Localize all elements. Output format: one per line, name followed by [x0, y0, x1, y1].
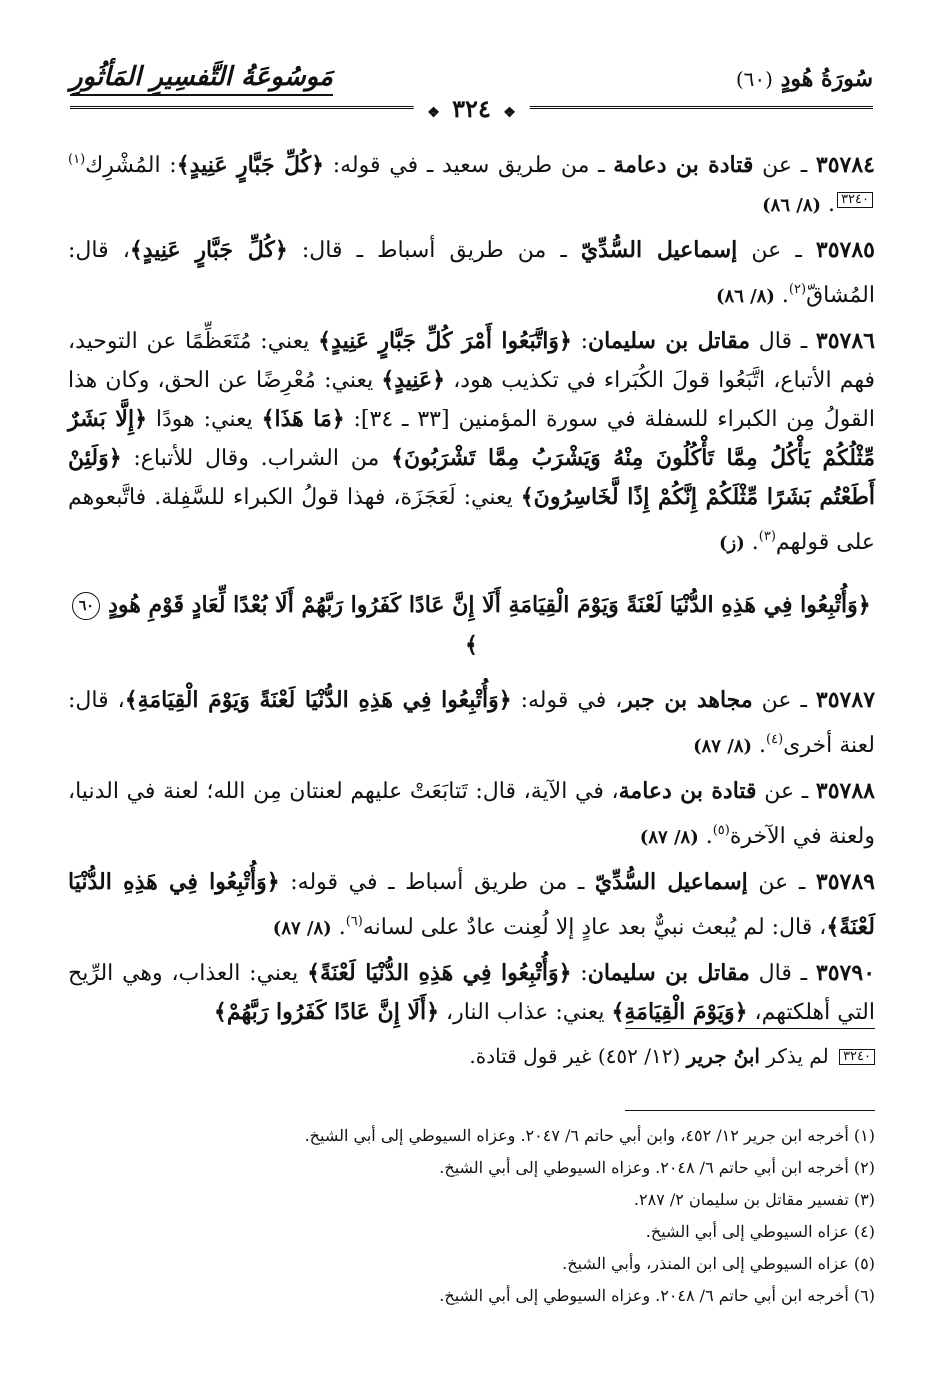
narrator-name: مقاتل بن سليمان: [587, 960, 750, 986]
entry-text: من الشراب. وقال للأتباع:: [121, 446, 392, 471]
main-text: [68, 140, 875, 1038]
entry-35788: [68, 772, 875, 857]
entry-35787: [68, 681, 875, 766]
entry-35784: [68, 140, 875, 225]
footnote-ref[interactable]: (٤): [766, 732, 784, 747]
footnote-3: (٣) تفسير مقاتل بن سليمان ٢/ ٢٨٧.: [633, 1190, 875, 1209]
book-title: [70, 62, 333, 96]
entry-text: ـ من طريق أسباط ـ في قوله:: [279, 870, 595, 895]
entry-text: ، قال: المُشاقّ: [68, 238, 875, 308]
entry-text: ، في الآية، قال: تَتابَعَتْ عليهم لعنتان مِن الله؛ لعنة في الدنيا، ولعنة في الآخرة: [68, 779, 875, 849]
verse-heading: [68, 585, 875, 665]
quran-quote: ﴿إِلَّا بَشَرٌ مِّثْلُكُمْ يَأْكُلُ مِمَّا تَأْكُلُونَ مِنْهُ وَيَشْرَبُ مِمَّا تَشْرَبُونَ﴾: [68, 406, 875, 471]
narrator-name: قتادة بن دعامة: [613, 152, 754, 178]
surah-name: سُورَةُ هُودٍ: [780, 66, 873, 92]
entry-text: ـ عن: [756, 779, 816, 804]
footnote-ref[interactable]: (٦): [345, 914, 363, 929]
verse-text: ﴿وَأُتْبِعُوا فِي هَذِهِ الدُّنْيَا لَعْنَةً وَيَوْمَ الْقِيَامَةِ أَلَا إِنَّ عَادًا كَفَرُوا رَبَّهُمْ أَلَا بُعْدًا لِّعَادٍ قَوْمِ هُودٍ: [108, 592, 871, 618]
entry-text: ـ قال: [750, 329, 816, 354]
footnote-2: (٢) أخرجه ابن أبي حاتم ٦/ ٢٠٤٨. وعزاه السيوطي إلى أبي الشيخ.: [439, 1158, 875, 1177]
footnote-1: (١) أخرجه ابن جرير ١٢/ ٤٥٢، وابن أبي حاتم ٦/ ٢٠٤٧. وعزاه السيوطي إلى أبي الشيخ.: [304, 1126, 875, 1145]
ornament-icon: ❖: [503, 105, 516, 121]
entry-text: .: [744, 530, 759, 555]
volume-ref: (٨/ ٨٧): [272, 918, 332, 939]
entry-text: ، في قوله:: [511, 688, 623, 713]
entry-number: ٣٥٧٨٩: [815, 869, 875, 895]
volume-ref: (٨/ ٨٧): [639, 827, 699, 848]
narrator-name: قتادة بن دعامة: [618, 778, 757, 804]
note-text: لم يذكر: [759, 1044, 836, 1068]
note-number-box: ٣٢٤٠: [839, 1049, 875, 1065]
page-header: [70, 62, 873, 124]
entry-text: يعني: العذاب، وهي الرِّيح التي أهلكتهم،: [68, 961, 875, 1025]
entry-text: ـ من طريق سعيد ـ في قوله:: [323, 153, 614, 178]
entry-number: ٣٥٧٨٧: [815, 687, 876, 713]
quran-quote: ﴿مَا هَذَا﴾: [261, 406, 345, 432]
quran-quote: ﴿أَلَا إِنَّ عَادًا كَفَرُوا رَبَّهُمْ﴾: [213, 999, 440, 1025]
entry-text: يعني: مُعْرِضًا عن الحق، وكان هذا القولُ مِن الكبراء للسفلة في سورة المؤمنين [٣٣ ـ ٣٤]:: [68, 368, 876, 432]
note-name: ابنُ جرير: [686, 1044, 760, 1068]
verse-close: ﴾: [465, 632, 478, 658]
quran-quote: ﴿كُلِّ جَبَّارٍ عَنِيدٍ﴾: [176, 152, 324, 178]
volume-ref: (٨/ ٨٦): [716, 286, 775, 307]
note-ref-box[interactable]: ٣٢٤٠: [837, 192, 873, 208]
entry-35790: [68, 954, 875, 1032]
entry-number: ٣٥٧٨٦: [815, 328, 875, 354]
entry-text: يعني: هودًا: [146, 407, 262, 432]
entry-text: :: [571, 329, 589, 354]
note-text: (١٢/ ٤٥٢) غير قول قتادة.: [469, 1044, 687, 1068]
entry-text: .: [774, 283, 789, 308]
footnote-ref[interactable]: (٣): [758, 529, 776, 544]
entry-text: يعني: لَعَجَزَة، فهذا قولُ الكبراء للسَّفِلة. فاتَّبعوهم على قولهم: [68, 485, 875, 555]
entry-text: يعني: عذاب النار،: [439, 1000, 612, 1025]
narrator-name: مقاتل بن سليمان: [588, 328, 751, 354]
entry-text: ـ عن: [752, 688, 816, 713]
surah-number: (٦٠): [735, 67, 773, 91]
book-name: مَوسُوعَةُ التَّفسِيرِ المَأثُورِ: [70, 62, 333, 92]
ayah-number-icon: ٦٠: [72, 592, 100, 620]
surah-title: [736, 66, 873, 92]
entry-text: يعني: مُتَعَظِّمًا عن التوحيد، فهم الأتباع، اتَّبَعُوا قولَ الكُبَراء في تكذيب هود،: [68, 329, 876, 393]
quran-quote: ﴿وَأُتْبِعُوا فِي هَذِهِ الدُّنْيَا لَعْنَةً وَيَوْمَ الْقِيَامَةِ﴾: [124, 687, 512, 713]
entry-text: .: [752, 733, 767, 758]
entry-text: .: [331, 915, 346, 940]
quran-quote: ﴿وَلَئِنْ أَطَعْتُم بَشَرًا مِّثْلَكُمْ إِنَّكُمْ إِذًا لَّخَاسِرُونَ﴾: [68, 445, 875, 510]
footnote-ref[interactable]: (١): [68, 152, 86, 167]
entry-text: ـ عن: [747, 870, 816, 895]
footnotes: [68, 1120, 875, 1312]
quran-quote: ﴿وَأُتْبِعُوا فِي هَذِهِ الدُّنْيَا لَعْنَةً﴾: [307, 960, 572, 986]
entry-text: ـ قال: [749, 961, 816, 986]
entry-35786: [68, 322, 875, 563]
book-title-underline: [70, 94, 333, 96]
footnote-4: (٤) عزاه السيوطي إلى أبي الشيخ.: [645, 1222, 875, 1241]
ornament-icon: ❖: [427, 105, 440, 121]
entry-text: :: [571, 961, 588, 986]
entry-text: : المُشْرِك: [85, 153, 177, 178]
quran-quote: ﴿وَاتَّبَعُوا أَمْرَ كُلِّ جَبَّارٍ عَنِيدٍ﴾: [318, 328, 572, 354]
footnote-6: (٦) أخرجه ابن أبي حاتم ٦/ ٢٠٤٨. وعزاه السيوطي إلى أبي الشيخ.: [439, 1286, 875, 1305]
source-tag: (ز): [719, 533, 745, 554]
quran-quote: ﴿عَنِيدٍ﴾: [381, 367, 446, 393]
page-number: [413, 94, 530, 123]
entry-number: ٣٥٧٨٨: [815, 778, 875, 804]
footnote-divider: [625, 1110, 875, 1111]
entry-number: ٣٥٧٨٥: [815, 237, 875, 263]
quran-quote: ﴿وَأُتْبِعُوا فِي هَذِهِ الدُّنْيَا لَعْنَةً﴾: [68, 869, 875, 940]
footnote-ref[interactable]: (٢): [788, 282, 807, 297]
entry-text: .: [821, 192, 836, 217]
entry-text: ـ عن: [753, 153, 816, 178]
narrator-name: مجاهد بن جبر: [622, 687, 753, 713]
entry-text: ـ عن: [737, 238, 816, 263]
entry-text: ، قال: لم يُبعث نبيٌّ بعد عادٍ إلا لُعِنت عادٌ على لسانه: [362, 915, 827, 940]
entry-text: ـ من طريق أسباط ـ قال:: [287, 238, 581, 263]
footnote-ref[interactable]: (٥): [712, 823, 730, 838]
quran-quote: ﴿وَيَوْمَ الْقِيَامَةِ﴾: [611, 999, 748, 1025]
page-number-value: ٣٢٤: [452, 94, 491, 123]
entry-text: ، قال: لعنة أخرى: [68, 688, 875, 758]
volume-ref: (٨/ ٨٧): [693, 736, 753, 757]
narrator-name: إسماعيل السُّدِّيّ: [580, 237, 738, 263]
editor-note: [68, 1040, 875, 1072]
volume-ref: (٨/ ٨٦): [762, 195, 822, 216]
note-divider: [625, 1028, 875, 1029]
entry-text: .: [698, 824, 713, 849]
entry-35785: [68, 231, 875, 316]
narrator-name: إسماعيل السُّدِّيّ: [594, 869, 748, 895]
entry-number: ٣٥٧٩٠: [815, 960, 876, 986]
footnote-5: (٥) عزاه السيوطي إلى ابن المنذر، وأبي الشيخ.: [562, 1254, 875, 1273]
entry-35789: [68, 863, 875, 948]
entry-number: ٣٥٧٨٤: [815, 152, 875, 178]
quran-quote: ﴿كُلِّ جَبَّارٍ عَنِيدٍ﴾: [129, 237, 288, 263]
